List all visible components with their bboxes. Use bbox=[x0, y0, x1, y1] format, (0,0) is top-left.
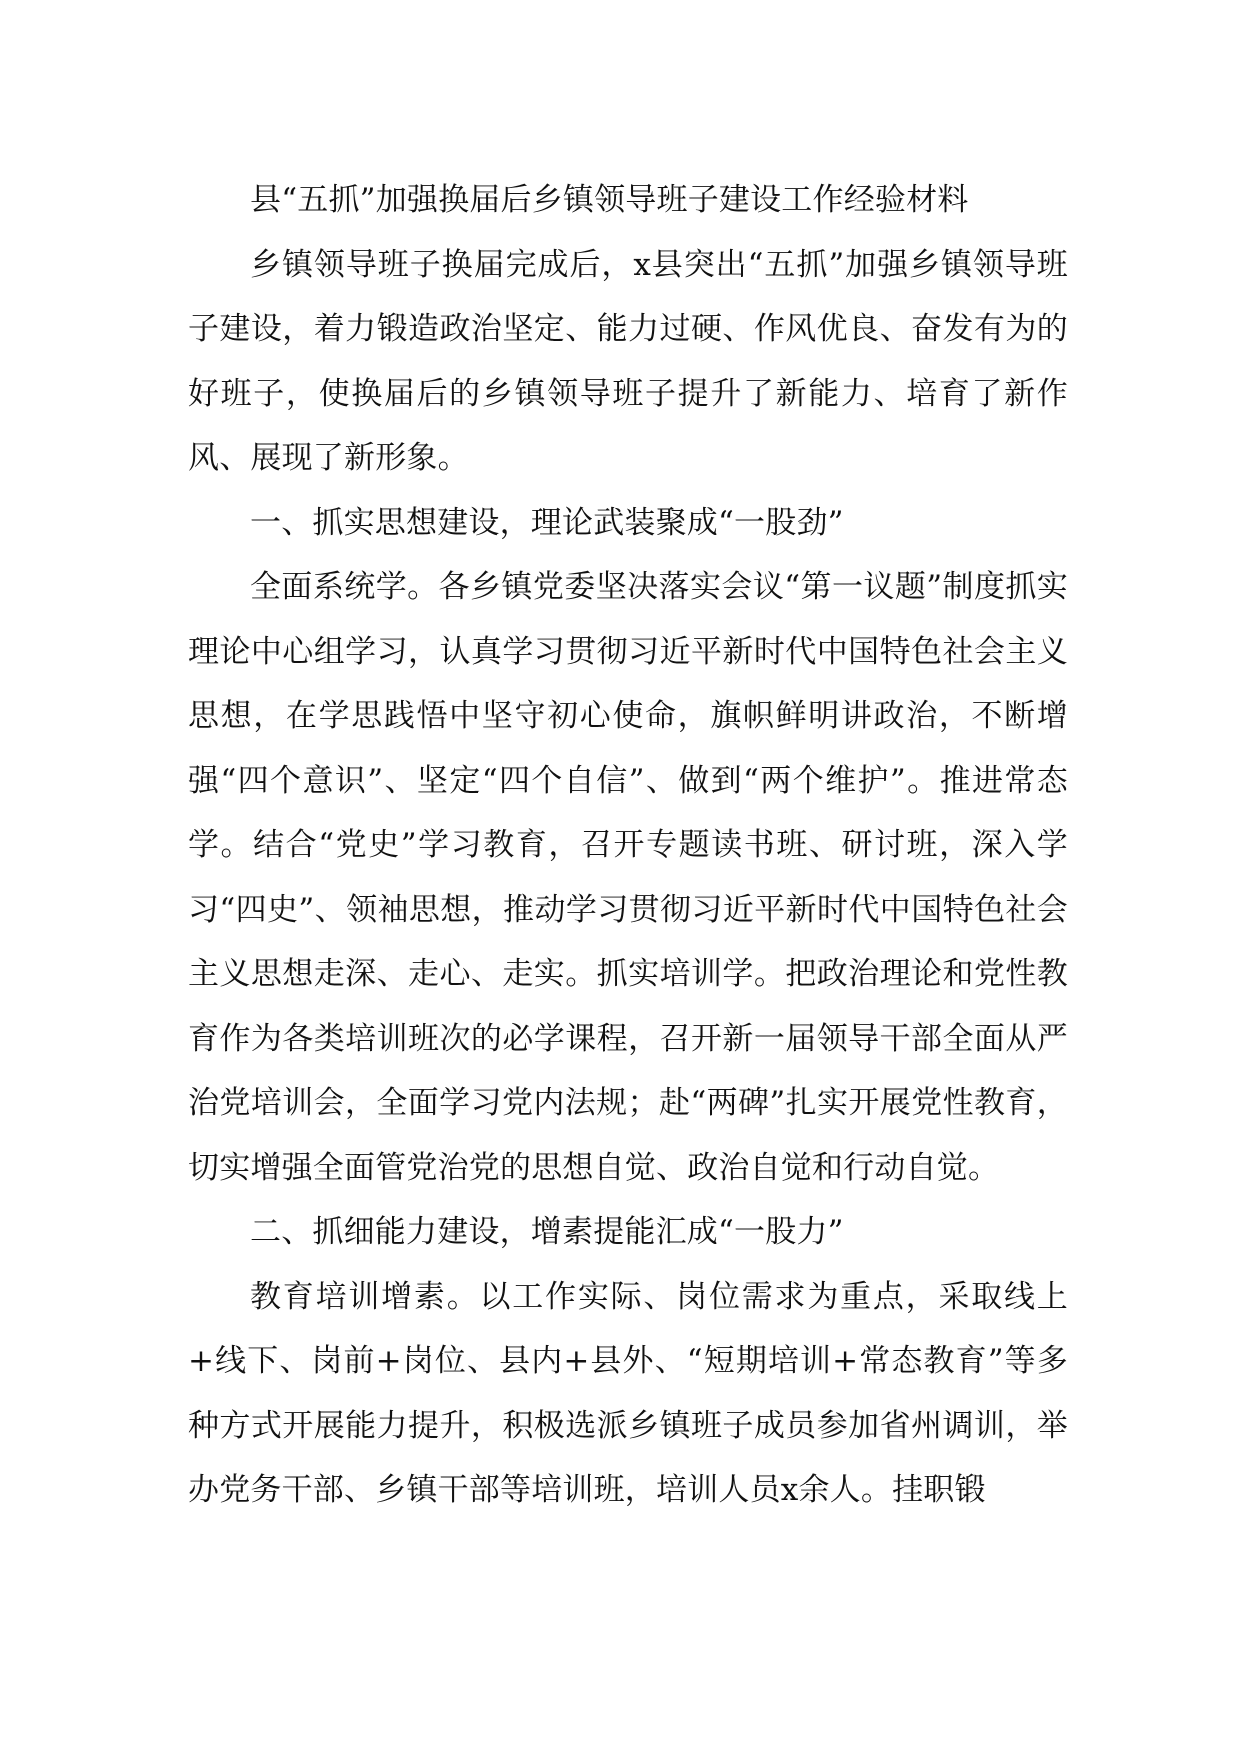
section-2-paragraph: 教育培训增素。以工作实际、岗位需求为重点，采取线上+线下、岗前+岗位、县内+县外、“短期培训+常态教育”等多种方式开展能力提升，积极选派乡镇班子成员参加省州调训，举办党务干部、乡镇干部等培训班，培训人员x余人。挂职锻 bbox=[188, 1278, 1068, 1508]
document-title: 县“五抓”加强换届后乡镇领导班子建设工作经验材料 bbox=[250, 182, 969, 218]
section-2-heading: 二、抓细能力建设，增素提能汇成“一股力” bbox=[250, 1214, 844, 1250]
section-1-paragraph: 全面系统学。各乡镇党委坚决落实会议“第一议题”制度抓实理论中心组学习，认真学习贯彻习近平新时代中国特色社会主义思想，在学思践悟中坚守初心使命，旗帜鲜明讲政治，不断增强“四个意识”、坚定“四个自信”、做到“两个维护”。推进常态学。结合“党史”学习教育，召开专题读书班、研讨班，深入学习“四史”、领袖思想，推动学习贯彻习近平新时代中国特色社会主义思想走深、走心、走实。抓实培训学。把政治理论和党性教育作为各类培训班次的必学课程，召开新一届领导干部全面从严治党培训会，全面学习党内法规；赴“两碑”扎实开展党性教育，切实增强全面管党治党的思想自觉、政治自觉和行动自觉。 bbox=[188, 569, 1068, 1186]
document-body bbox=[188, 168, 1068, 1523]
section-1-heading: 一、抓实思想建设，理论武装聚成“一股劲” bbox=[250, 504, 844, 541]
intro-paragraph: 乡镇领导班子换届完成后，x县突出“五抓”加强乡镇领导班子建设，着力锻造政治坚定、能力过硬、作风优良、奋发有为的好班子，使换届后的乡镇领导班子提升了新能力、培育了新作风、展现了新形象。 bbox=[188, 246, 1068, 476]
